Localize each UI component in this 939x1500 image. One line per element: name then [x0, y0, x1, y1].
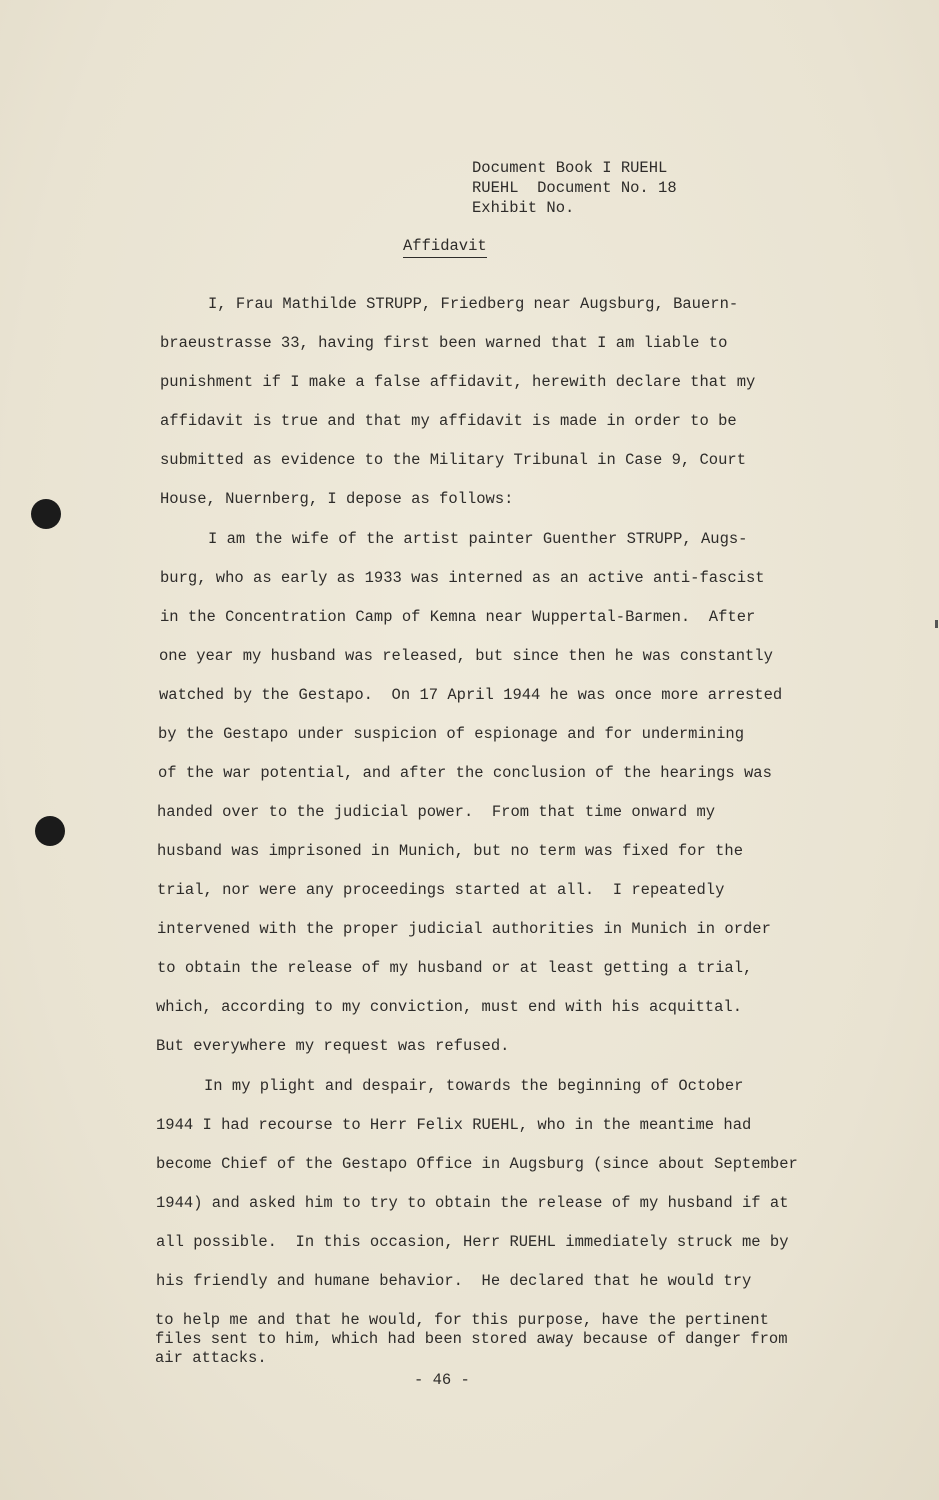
body-line: in the Concentration Camp of Kemna near Wuppertal-Barmen. After — [160, 608, 756, 626]
body-line: burg, who as early as 1933 was interned as an active anti-fascist — [160, 569, 765, 587]
edge-mark — [935, 620, 938, 628]
body-line: intervened with the proper judicial authorities in Munich in order — [157, 920, 771, 938]
body-line: affidavit is true and that my affidavit is made in order to be — [160, 412, 737, 430]
body-line: In my plight and despair, towards the beginning of October — [204, 1077, 744, 1095]
body-line: watched by the Gestapo. On 17 April 1944 he was once more arrested — [159, 686, 783, 704]
header-line-exhibit: Exhibit No. — [472, 199, 575, 217]
body-line: 1944 I had recourse to Herr Felix RUEHL, who in the meantime had — [156, 1116, 752, 1134]
body-line: to obtain the release of my husband or at least getting a trial, — [157, 959, 753, 977]
body-line: punishment if I make a false affidavit, herewith declare that my — [160, 373, 756, 391]
body-line: handed over to the judicial power. From that time onward my — [157, 803, 716, 821]
body-line: I am the wife of the artist painter Guenther STRUPP, Augs- — [208, 530, 748, 548]
body-line: by the Gestapo under suspicion of espionage and for undermining — [158, 725, 744, 743]
header-line-book: Document Book I RUEHL — [472, 159, 668, 177]
body-line: one year my husband was released, but since then he was constantly — [159, 647, 773, 665]
punch-hole-bottom — [35, 816, 65, 846]
body-line: husband was imprisoned in Munich, but no term was fixed for the — [157, 842, 743, 860]
body-line: which, according to my conviction, must end with his acquittal. — [156, 998, 742, 1016]
closing-line: files sent to him, which had been stored away because of danger from — [155, 1330, 788, 1348]
punch-hole-top — [31, 499, 61, 529]
body-line: of the war potential, and after the conclusion of the hearings was — [158, 764, 772, 782]
body-line: trial, nor were any proceedings started at all. I repeatedly — [157, 881, 725, 899]
body-line: 1944) and asked him to try to obtain the release of my husband if at — [156, 1194, 789, 1212]
body-line: submitted as evidence to the Military Tribunal in Case 9, Court — [160, 451, 746, 469]
closing-line: to help me and that he would, for this purpose, have the pertinent — [155, 1311, 769, 1329]
body-line: all possible. In this occasion, Herr RUEHL immediately struck me by — [156, 1233, 789, 1251]
page-number: - 46 - — [414, 1371, 470, 1389]
body-line: become Chief of the Gestapo Office in Augsburg (since about September — [156, 1155, 798, 1173]
closing-line: air attacks. — [155, 1349, 267, 1367]
closing-paragraph — [155, 1311, 788, 1368]
document-header — [472, 158, 677, 218]
body-line: House, Nuernberg, I depose as follows: — [160, 490, 514, 508]
affidavit-title: Affidavit — [403, 236, 487, 258]
header-line-document-number: RUEHL Document No. 18 — [472, 179, 677, 197]
body-line: I, Frau Mathilde STRUPP, Friedberg near Augsburg, Bauern- — [208, 295, 739, 313]
body-line: braeustrasse 33, having first been warned that I am liable to — [160, 334, 728, 352]
body-line: But everywhere my request was refused. — [156, 1037, 510, 1055]
body-line: his friendly and humane behavior. He declared that he would try — [156, 1272, 752, 1290]
